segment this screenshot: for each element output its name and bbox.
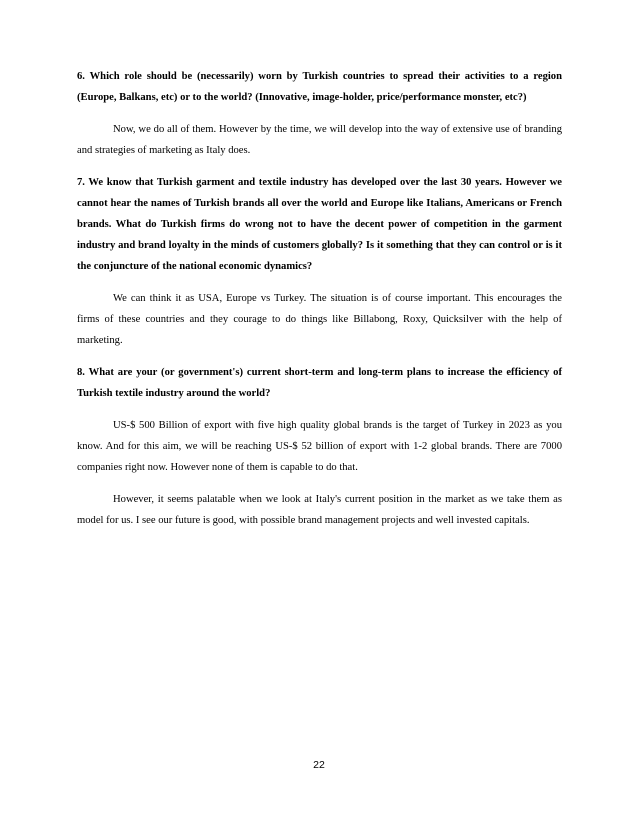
question-6: 6. Which role should be (necessarily) worn by Turkish countries to spread their activities to a region (Europe, Balkans, etc) or to the world? (Innovative, image-holder, price/performance monster, etc?): [77, 71, 562, 103]
answer-6: Now, we do all of them. However by the time, we will develop into the way of extensive use of branding and strategies of marketing as Italy does.: [77, 124, 562, 156]
answer-8-paragraph-2: However, it seems palatable when we look at Italy's current position in the market as we take them as model for us. I see our future is good, with possible brand management projects and well invested capitals.: [77, 494, 562, 526]
answer-7: We can think it as USA, Europe vs Turkey. The situation is of course important. This encourages the firms of these countries and they courage to do things like Billabong, Roxy, Quicksilver with the help of marketing.: [77, 293, 562, 346]
answer-8-paragraph-1: US-$ 500 Billion of export with five high quality global brands is the target of Turkey in 2023 as you know. And for this aim, we will be reaching US-$ 52 billion of export with 1-2 global brands. There are 7000 companies right now. However none of them is capable to do that.: [77, 420, 562, 473]
question-8: 8. What are your (or government's) current short-term and long-term plans to increase the efficiency of Turkish textile industry around the world?: [77, 367, 562, 399]
question-7: 7. We know that Turkish garment and textile industry has developed over the last 30 years. However we cannot hear the names of Turkish brands all over the world and Europe like Italians, Americans or French brands. What do Turkish firms do wrong not to have the decent power of competition in the garment industry and brand loyalty in the minds of customers globally? Is it something that they can control or is it the conjuncture of the national economic dynamics?: [77, 177, 562, 272]
page-content: [77, 66, 562, 542]
page-number: 22: [313, 759, 325, 771]
